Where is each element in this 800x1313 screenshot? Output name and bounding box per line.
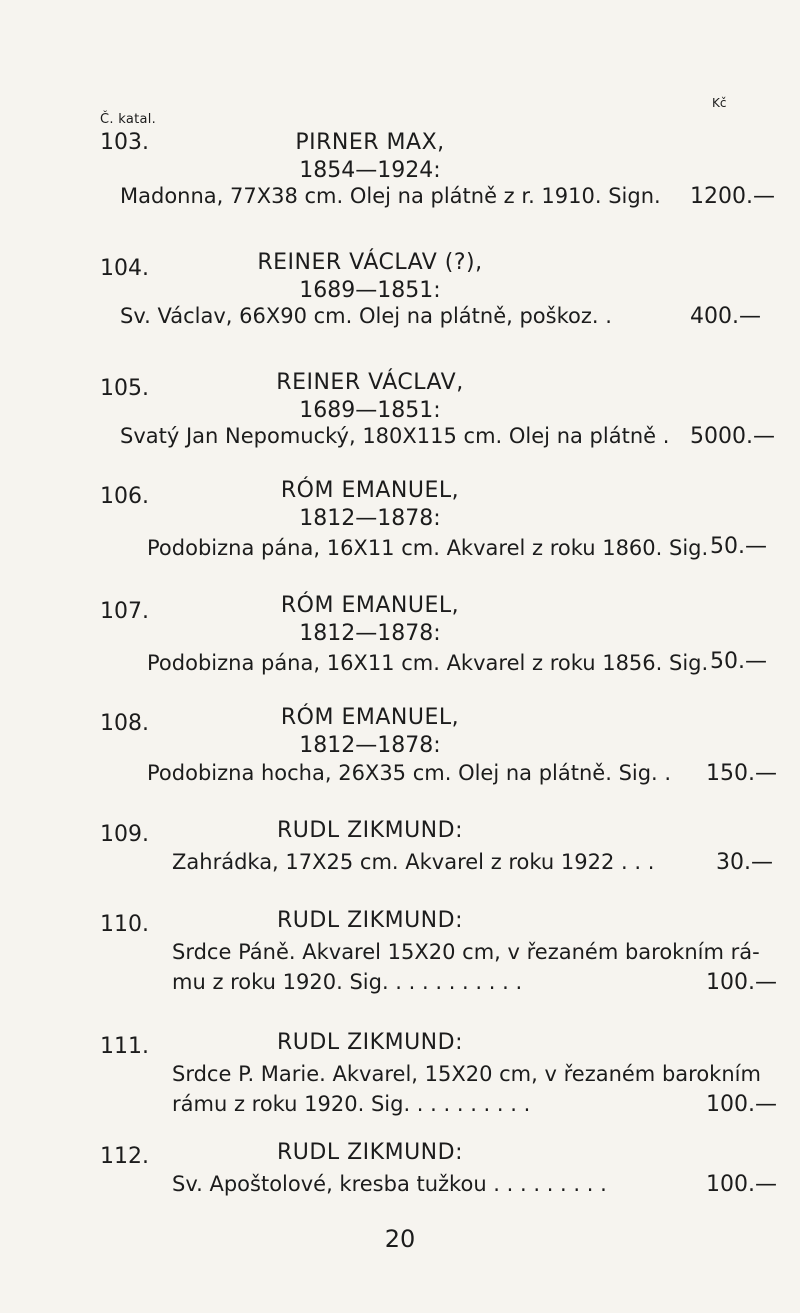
entry-description-continued: mu z roku 1920. Sig. . . . . . . . . . . [172, 970, 523, 994]
artist-name: RUDL ZIKMUND: [277, 908, 463, 933]
entry-description: Srdce P. Marie. Akvarel, 15X20 cm, v řezaném barokním [172, 1062, 761, 1086]
entry-description: Podobizna pána, 16X11 cm. Akvarel z roku 1860. Sig. [147, 536, 709, 560]
entry-description: Sv. Apoštolové, kresba tužkou . . . . . . . . . [172, 1172, 607, 1196]
artist-name: RUDL ZIKMUND: [277, 1140, 463, 1165]
entry-description: Svatý Jan Nepomucký, 180X115 cm. Olej na plátně . [120, 424, 670, 448]
artist-name: RÓM EMANUEL, [280, 478, 460, 503]
entry-price: 1200.— [690, 184, 775, 209]
entry-price: 100.— [706, 1092, 777, 1117]
entry-number: 105. [100, 376, 149, 401]
entry-number: 107. [100, 599, 149, 624]
artist-name: RÓM EMANUEL, [280, 593, 460, 618]
entry-price: 30.— [716, 850, 773, 875]
entry-number: 108. [100, 711, 149, 736]
entry-number: 106. [100, 484, 149, 509]
artist-name: RUDL ZIKMUND: [277, 818, 463, 843]
artist-dates: 1812—1878: [299, 621, 441, 646]
artist-dates: 1854—1924: [299, 158, 441, 183]
entry-description-continued: rámu z roku 1920. Sig. . . . . . . . . . [172, 1092, 531, 1116]
entry-number: 110. [100, 912, 149, 937]
artist-dates: 1812—1878: [299, 733, 441, 758]
entry-price: 5000.— [690, 424, 775, 449]
entry-price: 50.— [710, 649, 767, 674]
catalog-number-heading: Č. katal. [100, 112, 157, 127]
entry-number: 103. [100, 130, 149, 155]
currency-heading: Kč [712, 96, 727, 110]
page-number: 20 [384, 1225, 416, 1253]
artist-name: REINER VÁCLAV, [276, 370, 464, 395]
entry-description: Podobizna pána, 16X11 cm. Akvarel z roku 1856. Sig. [147, 651, 709, 675]
entry-description: Madonna, 77X38 cm. Olej na plátně z r. 1910. Sign. [120, 184, 661, 208]
artist-dates: 1689—1851: [299, 278, 441, 303]
artist-name: RÓM EMANUEL, [280, 705, 460, 730]
entry-description: Sv. Václav, 66X90 cm. Olej na plátně, poškoz. . [120, 304, 612, 328]
artist-name: RUDL ZIKMUND: [277, 1030, 463, 1055]
artist-name: PIRNER MAX, [295, 130, 445, 155]
entry-description: Podobizna hocha, 26X35 cm. Olej na plátně. Sig. . [147, 761, 672, 785]
entry-description: Srdce Páně. Akvarel 15X20 cm, v řezaném barokním rá- [172, 940, 760, 964]
entry-price: 150.— [706, 761, 777, 786]
entry-price: 50.— [710, 534, 767, 559]
entry-price: 400.— [690, 304, 761, 329]
entry-price: 100.— [706, 1172, 777, 1197]
entry-price: 100.— [706, 970, 777, 995]
entry-number: 104. [100, 256, 149, 281]
entry-number: 109. [100, 822, 149, 847]
entry-number: 111. [100, 1034, 149, 1059]
artist-dates: 1689—1851: [299, 398, 441, 423]
artist-dates: 1812—1878: [299, 506, 441, 531]
entry-number: 112. [100, 1144, 149, 1169]
entry-description: Zahrádka, 17X25 cm. Akvarel z roku 1922 . . . [172, 850, 655, 874]
artist-name: REINER VÁCLAV (?), [257, 250, 483, 275]
